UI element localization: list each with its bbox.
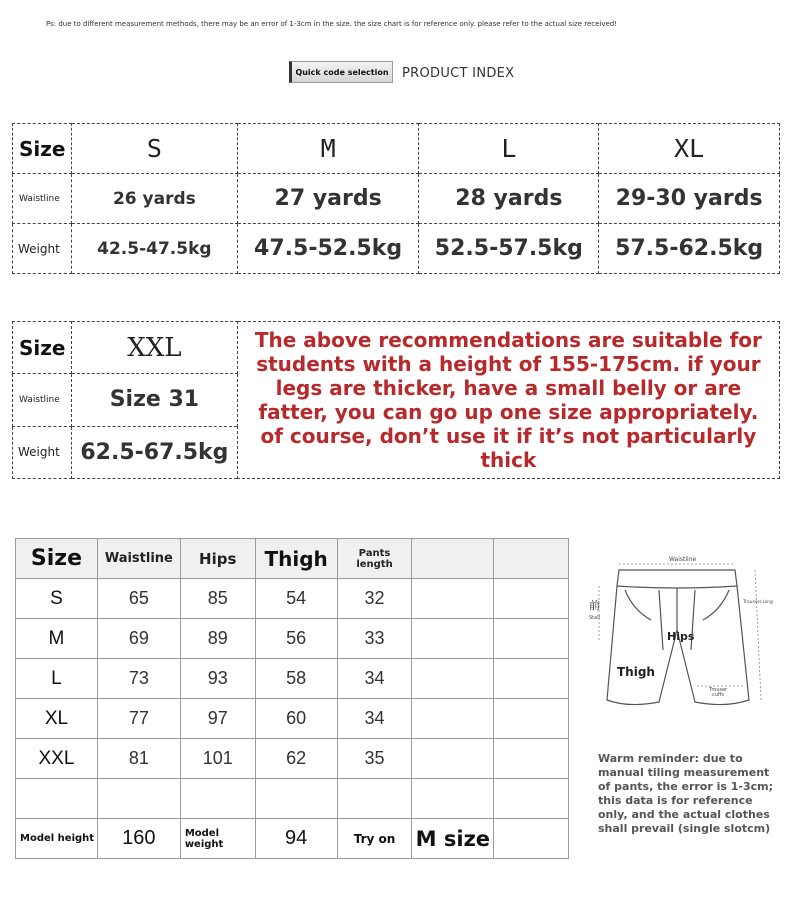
diagram-front: Stall: [589, 615, 600, 621]
front-pocket-left: [625, 590, 651, 620]
try-on-size: M size: [412, 819, 494, 859]
diagram-side: Trousers long: [743, 600, 773, 605]
row-length: 34: [337, 699, 412, 739]
measurement-header-row: [16, 539, 569, 579]
table-row: [16, 739, 569, 779]
row-thigh: 58: [255, 659, 337, 699]
empty-cell: [494, 819, 569, 859]
empty-cell: [494, 659, 569, 699]
col-pants-length-line2: length: [356, 558, 393, 570]
model-height-value: 160: [97, 819, 180, 859]
diagram-hips: Hips: [667, 630, 695, 643]
waistline-row: [13, 174, 780, 224]
empty-cell: [412, 619, 494, 659]
measurement-note: Ps: due to different measurement methods, there may be an error of 1-3cm in the size. the size chart is for reference only. please refer to the actual size received!: [46, 20, 618, 28]
waistline-xxl: Size 31: [71, 374, 237, 426]
empty-cell: [494, 619, 569, 659]
empty-cell: [412, 739, 494, 779]
empty-cell: [412, 579, 494, 619]
warm-reminder: Warm reminder: due to manual tiling measurement of pants, the error is 1-3cm; this data is for reference only, and the actual clothes shall prevail (single slotcm): [598, 752, 774, 835]
empty-cell: [494, 739, 569, 779]
row-hips: 97: [180, 699, 255, 739]
diagram-front-char: 前: [589, 599, 600, 612]
length-measure-line: [755, 570, 761, 700]
weight-xl: 57.5-62.5kg: [599, 224, 780, 274]
size-row: [13, 124, 780, 174]
size-table-xxl: [12, 321, 780, 479]
waistline-m: 27 yards: [237, 174, 419, 224]
col-thigh: Thigh: [255, 539, 337, 579]
size-l: L: [419, 124, 599, 174]
size-s: S: [71, 124, 237, 174]
row-waistline: 77: [97, 699, 180, 739]
model-height-label: Model height: [16, 819, 98, 859]
waistline-xl: 29-30 yards: [599, 174, 780, 224]
try-on-label: Try on: [337, 819, 412, 859]
waistline-label: Waistline: [13, 174, 72, 224]
row-thigh: 60: [255, 699, 337, 739]
row-thigh: 56: [255, 619, 337, 659]
row-waistline: 73: [97, 659, 180, 699]
col-size: Size: [16, 539, 98, 579]
weight-xxl: 62.5-67.5kg: [71, 426, 237, 478]
model-row: [16, 819, 569, 859]
col-hips: Hips: [180, 539, 255, 579]
size-header: Size: [13, 322, 72, 374]
table-row: [16, 699, 569, 739]
empty-cell: [494, 579, 569, 619]
shorts-measurement-diagram: [585, 550, 780, 725]
model-weight-label: Model weight: [180, 819, 255, 859]
shorts-outline: [607, 586, 749, 705]
size-xxl: XXL: [71, 322, 237, 374]
row-waistline: 69: [97, 619, 180, 659]
waistline-label: Waistline: [13, 374, 72, 426]
diagram-cuffs-line2: cuffs: [712, 692, 724, 698]
row-waistline: 81: [97, 739, 180, 779]
table-row: [16, 619, 569, 659]
product-index-title: PRODUCT INDEX: [402, 66, 515, 81]
empty-cell: [255, 779, 337, 819]
diagram-waistline: Waistline: [669, 556, 697, 563]
empty-cell: [16, 779, 98, 819]
weight-label: Weight: [13, 224, 72, 274]
pleat-left: [659, 590, 663, 650]
row-thigh: 62: [255, 739, 337, 779]
measurement-table: [15, 538, 569, 859]
front-pocket-right: [703, 590, 729, 620]
size-header: Size: [13, 124, 72, 174]
row-length: 32: [337, 579, 412, 619]
row-size: XXL: [16, 739, 98, 779]
row-hips: 85: [180, 579, 255, 619]
size-table-main: [12, 123, 780, 274]
row-size: M: [16, 619, 98, 659]
row-size: S: [16, 579, 98, 619]
weight-s: 42.5-47.5kg: [71, 224, 237, 274]
weight-l: 52.5-57.5kg: [419, 224, 599, 274]
empty-row: [16, 779, 569, 819]
weight-label: Weight: [13, 426, 72, 478]
empty-cell: [412, 779, 494, 819]
table-row: [16, 579, 569, 619]
empty-header-cell: [412, 539, 494, 579]
size-m: M: [237, 124, 419, 174]
model-weight-value: 94: [255, 819, 337, 859]
diagram-cuffs-line1: Trouser: [709, 687, 728, 693]
empty-cell: [412, 699, 494, 739]
empty-cell: [412, 659, 494, 699]
empty-cell: [97, 779, 180, 819]
weight-m: 47.5-52.5kg: [237, 224, 419, 274]
empty-cell: [180, 779, 255, 819]
row-size: XL: [16, 699, 98, 739]
row-length: 35: [337, 739, 412, 779]
col-waistline: Waistline: [97, 539, 180, 579]
empty-header-cell: [494, 539, 569, 579]
row-hips: 101: [180, 739, 255, 779]
row-length: 33: [337, 619, 412, 659]
xxl-size-row: [13, 322, 780, 374]
row-size: L: [16, 659, 98, 699]
row-waistline: 65: [97, 579, 180, 619]
row-thigh: 54: [255, 579, 337, 619]
row-hips: 93: [180, 659, 255, 699]
size-xl: XL: [599, 124, 780, 174]
waistband-outline: [617, 570, 737, 588]
row-hips: 89: [180, 619, 255, 659]
empty-cell: [337, 779, 412, 819]
waistline-l: 28 yards: [419, 174, 599, 224]
diagram-thigh: Thigh: [617, 665, 655, 679]
weight-row: [13, 224, 780, 274]
table-row: [16, 659, 569, 699]
empty-cell: [494, 699, 569, 739]
col-pants-length-line1: Pants: [358, 547, 391, 559]
empty-cell: [494, 779, 569, 819]
recommendation-text: The above recommendations are suitable for students with a height of 155-175cm. if your legs are thicker, have a small belly or are fatter, you can go up one size appropriately. of course, don’t use it if it’s not particularly thick: [237, 322, 779, 479]
waistline-s: 26 yards: [71, 174, 237, 224]
col-pants-length: [337, 539, 412, 579]
quick-code-selection-tab[interactable]: Quick code selection: [289, 61, 393, 83]
row-length: 34: [337, 659, 412, 699]
